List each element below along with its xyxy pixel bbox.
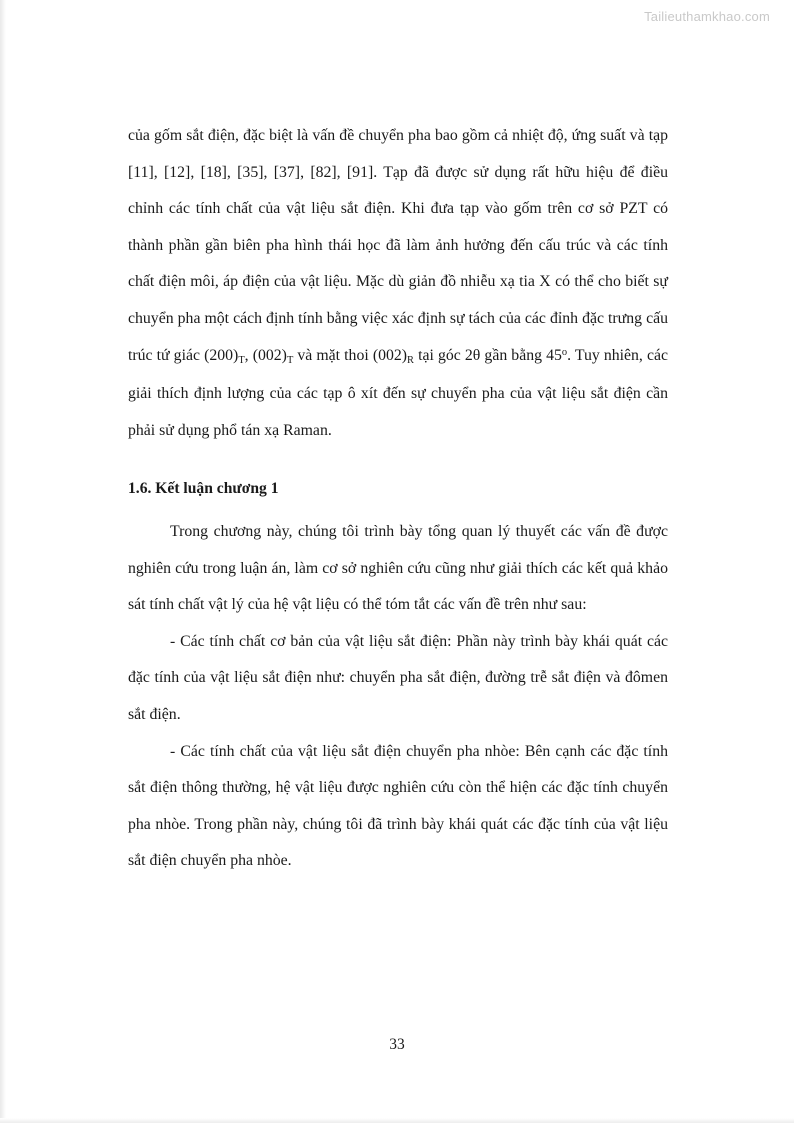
watermark: Tailieuthamkhao.com (644, 9, 770, 24)
paragraph-continued (128, 118, 668, 449)
paragraph-1-part-4: tại góc 2θ gần bằng 45 (414, 346, 562, 364)
scan-edge-bottom (0, 1118, 794, 1123)
paragraph-chapter-summary: Trong chương này, chúng tôi trình bày tổng quan lý thuyết các vấn đề được nghiên cứu trong luận án, làm cơ sở nghiên cứu cũng như giải thích các kết quả khảo sát tính chất vật lý của hệ vật liệu có thể tóm tắt các vấn đề trên như sau: (128, 522, 668, 614)
paragraph-1-part-5: . Tuy nhiên, các giải thích định lượng của các tạp ô xít đến sự chuyển pha của vật liệu sắt điện cần phải sử dụng phổ tán xạ Raman. (128, 346, 669, 439)
subscript-tetragonal-200: T (238, 354, 245, 366)
superscript-degree: o (561, 346, 568, 358)
scan-edge-left (0, 0, 6, 1123)
section-heading-1-6: 1.6. Kết luận chương 1 (128, 480, 279, 498)
subscript-tetragonal-002: T (286, 354, 294, 366)
paragraph-1-part-1: của gốm sắt điện, đặc biệt là vấn đề chuyển pha bao gồm cả nhiệt độ, ứng suất và tạp [11], [12], [18], [35], [37], [82], [91]. Tạp đã được sử dụng rất hữu hiệu để điều chỉnh các tính chất của vật liệu sắt điện. Khi đưa tạp vào gốm trên cơ sở PZT có thành phần gần biên pha hình thái học đã làm ảnh hưởng đến cấu trúc và các tính chất điện môi, áp điện của vật liệu. Mặc dù giản đồ nhiễu xạ tia X có thể cho biết sự chuyển pha một cách định tính bằng việc xác định sự tách của các đỉnh đặc trưng cấu trúc tứ giác (200) (128, 127, 668, 364)
paragraph-bullet-diffuse-phase: - Các tính chất của vật liệu sắt điện chuyển pha nhòe: Bên cạnh các đặc tính sắt điện thông thường, hệ vật liệu được nghiên cứu còn thể hiện các đặc tính chuyển pha nhòe. Trong phần này, chúng tôi đã trình bày khái quát các đặc tính của vật liệu sắt điện chuyển pha nhòe. (128, 742, 668, 870)
paragraph-1-part-3: và mặt thoi (002) (293, 346, 408, 364)
page-number: 33 (389, 1036, 405, 1053)
subscript-rhombohedral-002: R (407, 354, 414, 366)
paragraph-1-part-2: , (002) (244, 346, 287, 364)
paragraph-bullet-basic-properties: - Các tính chất cơ bản của vật liệu sắt điện: Phần này trình bày khái quát các đặc tính của vật liệu sắt điện như: chuyển pha sắt điện, đường trễ sắt điện và đômen sắt điện. (128, 632, 668, 723)
page-content (128, 118, 668, 880)
